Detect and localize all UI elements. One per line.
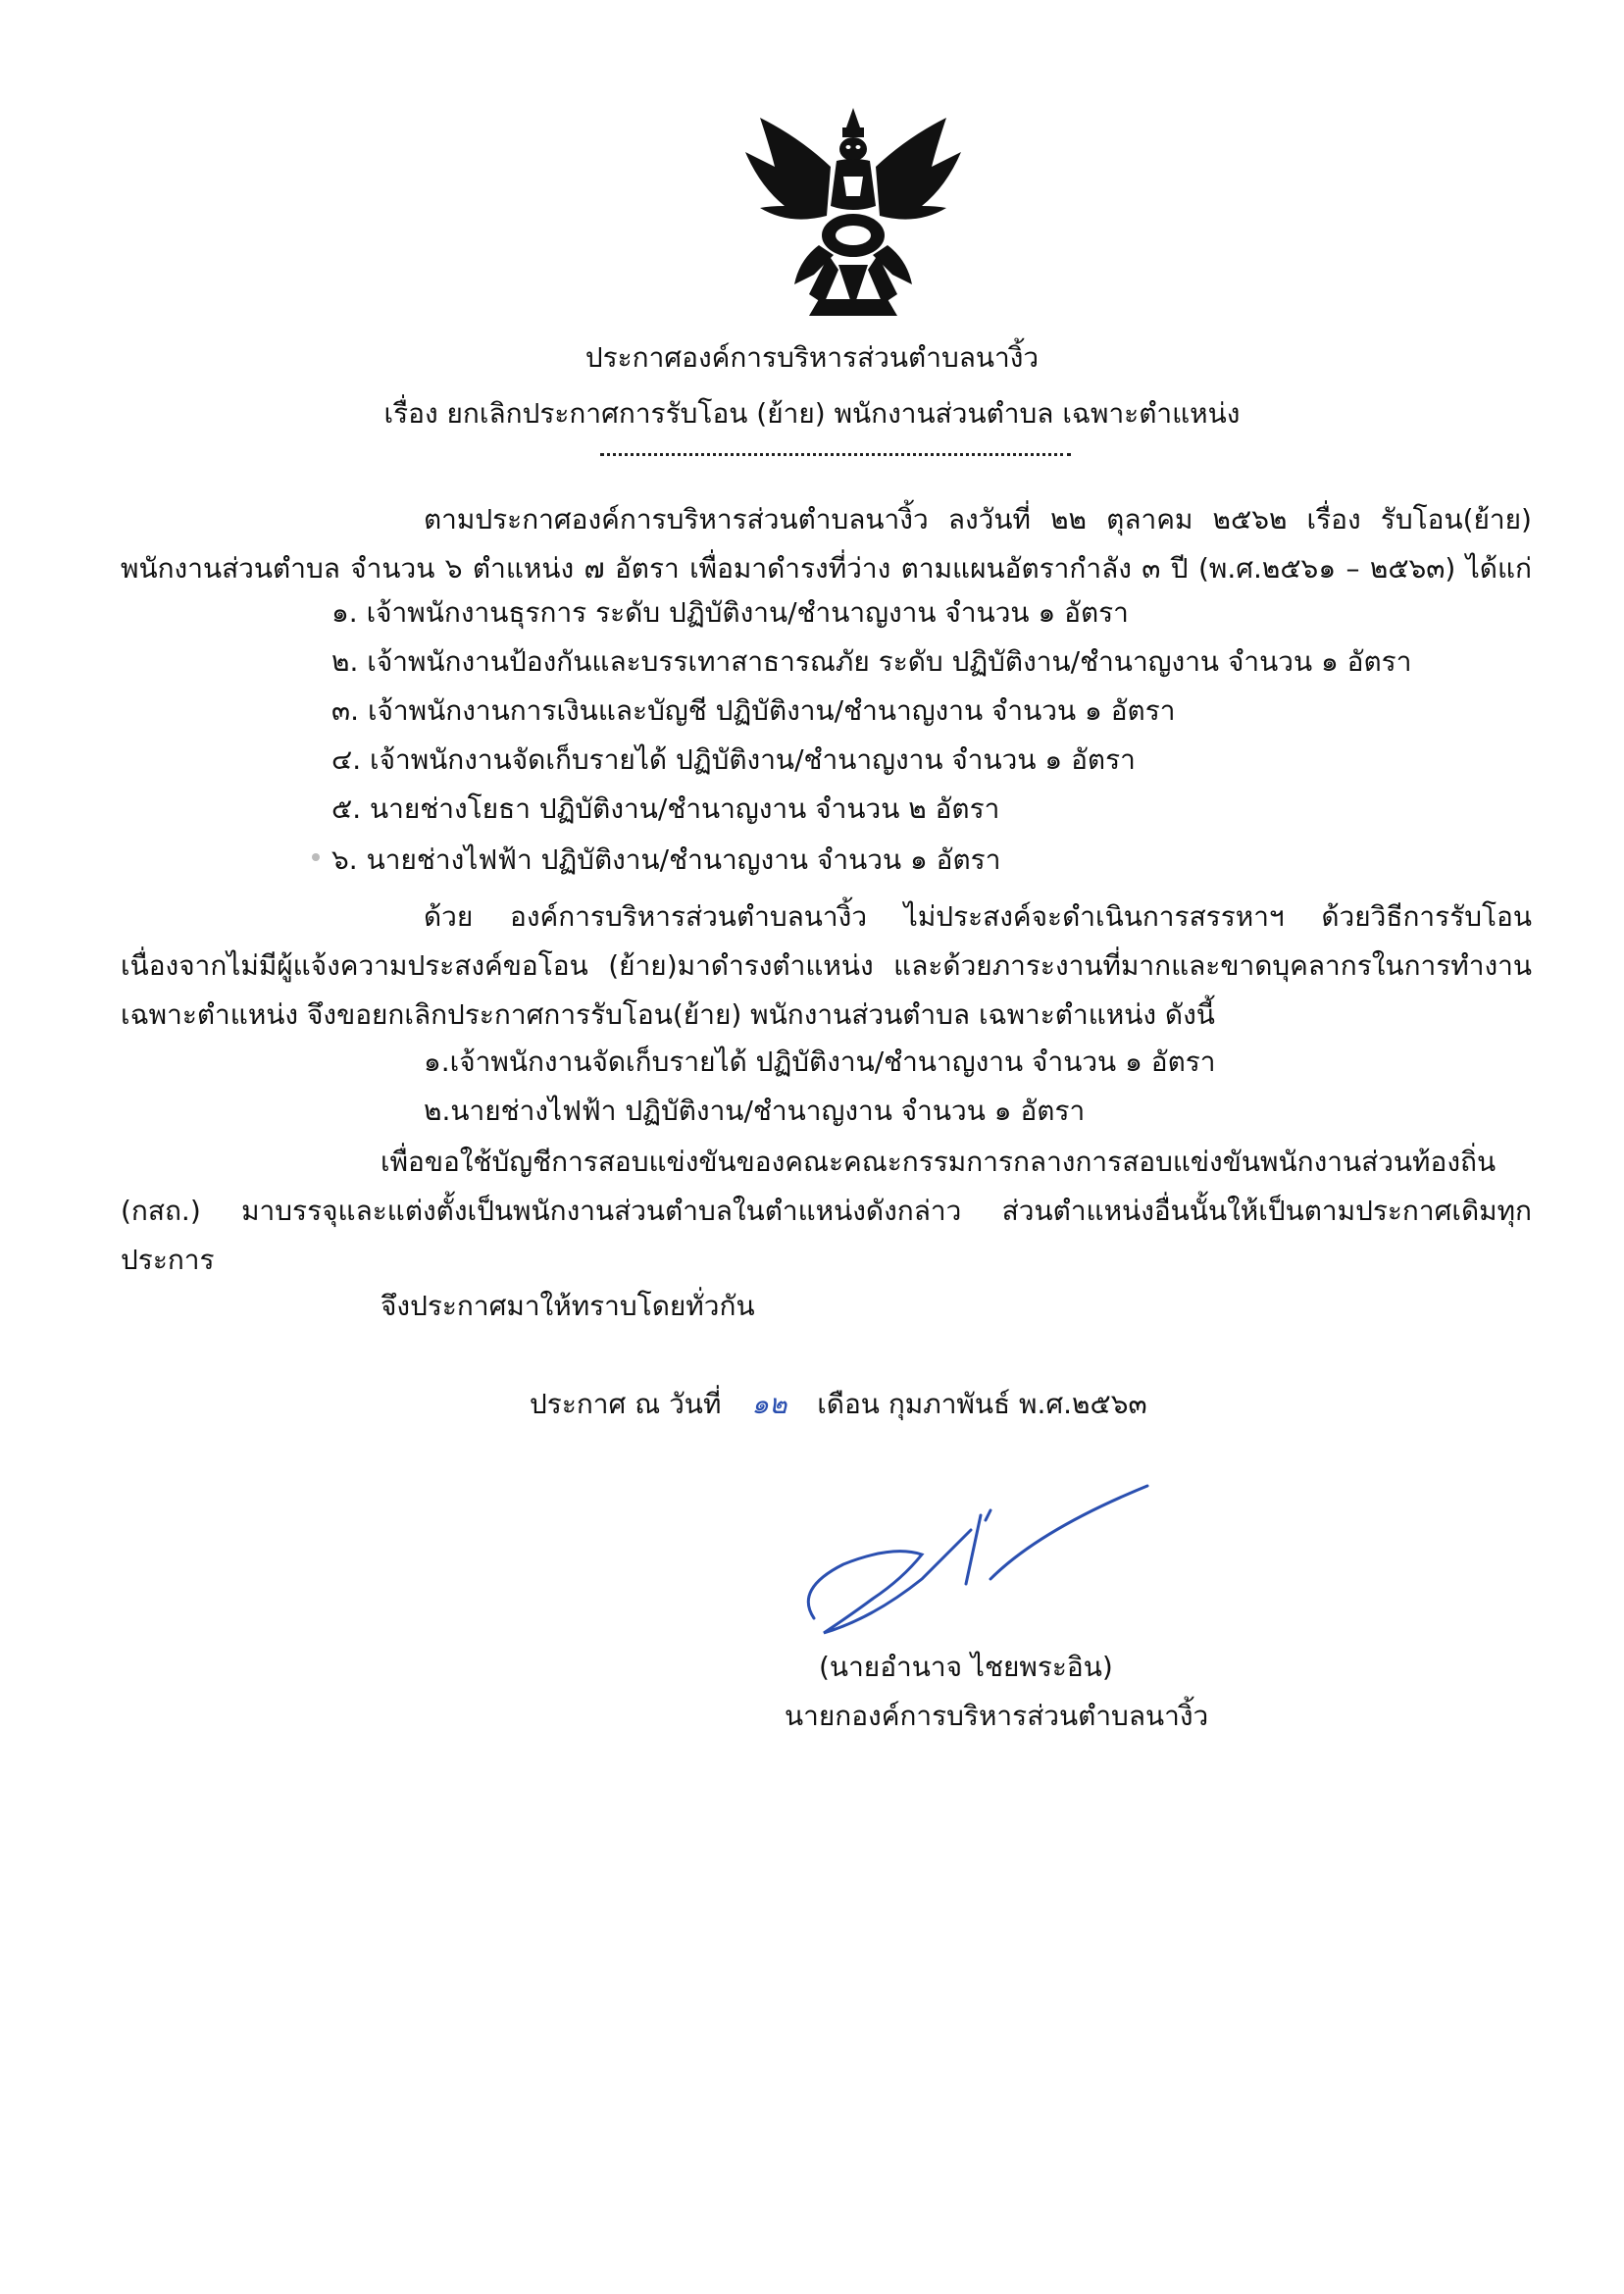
announcement-subject: เรื่อง ยกเลิกประกาศการรับโอน (ย้าย) พนักงานส่วนตำบล เฉพาะตำแหน่ง	[383, 397, 1241, 430]
reason-line-3: เฉพาะตำแหน่ง จึงขอยกเลิกประกาศการรับโอน(ย้าย) พนักงานส่วนตำบล เฉพาะตำแหน่ง ดังนี้	[121, 998, 1215, 1031]
announcement-title: ประกาศองค์การบริหารส่วนตำบลนางิ้ว	[584, 341, 1040, 374]
closing-statement: จึงประกาศมาให้ทราบโดยทั่วกัน	[381, 1290, 755, 1322]
position-item: ๑. เจ้าพนักงานธุรการ ระดับ ปฏิบัติงาน/ชำนาญงาน จำนวน ๑ อัตรา	[331, 596, 1129, 629]
reason-line-1: ด้วย องค์การบริหารส่วนตำบลนางิ้ว ไม่ประสงค์จะดำเนินการสรรหาฯ ด้วยวิธีการรับโอน	[424, 900, 1532, 933]
position-item: ๔. เจ้าพนักงานจัดเก็บรายได้ ปฏิบัติงาน/ชำนาญงาน จำนวน ๑ อัตรา	[331, 743, 1136, 776]
cancelled-item: ๑.เจ้าพนักงานจัดเก็บรายได้ ปฏิบัติงาน/ชำนาญงาน จำนวน ๑ อัตรา	[424, 1045, 1216, 1078]
position-item: ๒. เจ้าพนักงานป้องกันและบรรเทาสาธารณภัย ระดับ ปฏิบัติงาน/ชำนาญงาน จำนวน ๑ อัตรา	[331, 645, 1412, 678]
date-suffix: เดือน กุมภาพันธ์ พ.ศ.๒๕๖๓	[817, 1388, 1147, 1420]
purpose-line-2: (กสถ.) มาบรรจุและแต่งตั้งเป็นพนักงานส่วนตำบลในตำแหน่งดังกล่าว ส่วนตำแหน่งอื่นนั้นให้เป็นตามประกาศเดิมทุก	[121, 1195, 1532, 1227]
reason-line-2: เนื่องจากไม่มีผู้แจ้งความประสงค์ขอโอน (ย้าย)มาดำรงตำแหน่ง และด้วยภาระงานที่มากและขาดบุคลากรในการทำงาน	[121, 949, 1532, 982]
intro-line-2: พนักงานส่วนตำบล จำนวน ๖ ตำแหน่ง ๗ อัตรา เพื่อมาดำรงที่ว่าง ตามแผนอัตรากำลัง ๓ ปี (พ.ศ.๒๕๖๑ – ๒๕๖๓) ได้แก่	[121, 552, 1532, 585]
signatory-position: นายกองค์การบริหารส่วนตำบลนางิ้ว	[785, 1700, 1209, 1732]
announcement-date	[530, 1385, 1147, 1424]
intro-line-1: ตามประกาศองค์การบริหารส่วนตำบลนางิ้ว ลงวันที่ ๒๒ ตุลาคม ๒๕๖๒ เรื่อง รับโอน(ย้าย)	[424, 503, 1532, 535]
date-prefix: ประกาศ ณ วันที่	[530, 1388, 722, 1420]
signature-scribble	[785, 1471, 1177, 1667]
purpose-line-3: ประการ	[121, 1244, 215, 1276]
title-divider	[600, 453, 1071, 456]
position-item: ๓. เจ้าพนักงานการเงินและบัญชี ปฏิบัติงาน/ชำนาญงาน จำนวน ๑ อัตรา	[331, 694, 1176, 727]
garuda-emblem-icon	[740, 98, 966, 324]
date-day: ๑๒	[751, 1388, 787, 1420]
purpose-line-1: เพื่อขอใช้บัญชีการสอบแข่งขันของคณะคณะกรรมการกลางการสอบแข่งขันพนักงานส่วนท้องถิ่น	[381, 1146, 1497, 1178]
scan-speck	[312, 853, 320, 861]
position-item: ๖. นายช่างไฟฟ้า ปฏิบัติงาน/ชำนาญงาน จำนวน ๑ อัตรา	[331, 843, 1001, 876]
position-item: ๕. นายช่างโยธา ปฏิบัติงาน/ชำนาญงาน จำนวน ๒ อัตรา	[331, 792, 1000, 825]
signatory-name: (นายอำนาจ ไชยพระอิน)	[819, 1651, 1113, 1683]
cancelled-item: ๒.นายช่างไฟฟ้า ปฏิบัติงาน/ชำนาญงาน จำนวน ๑ อัตรา	[424, 1095, 1086, 1127]
